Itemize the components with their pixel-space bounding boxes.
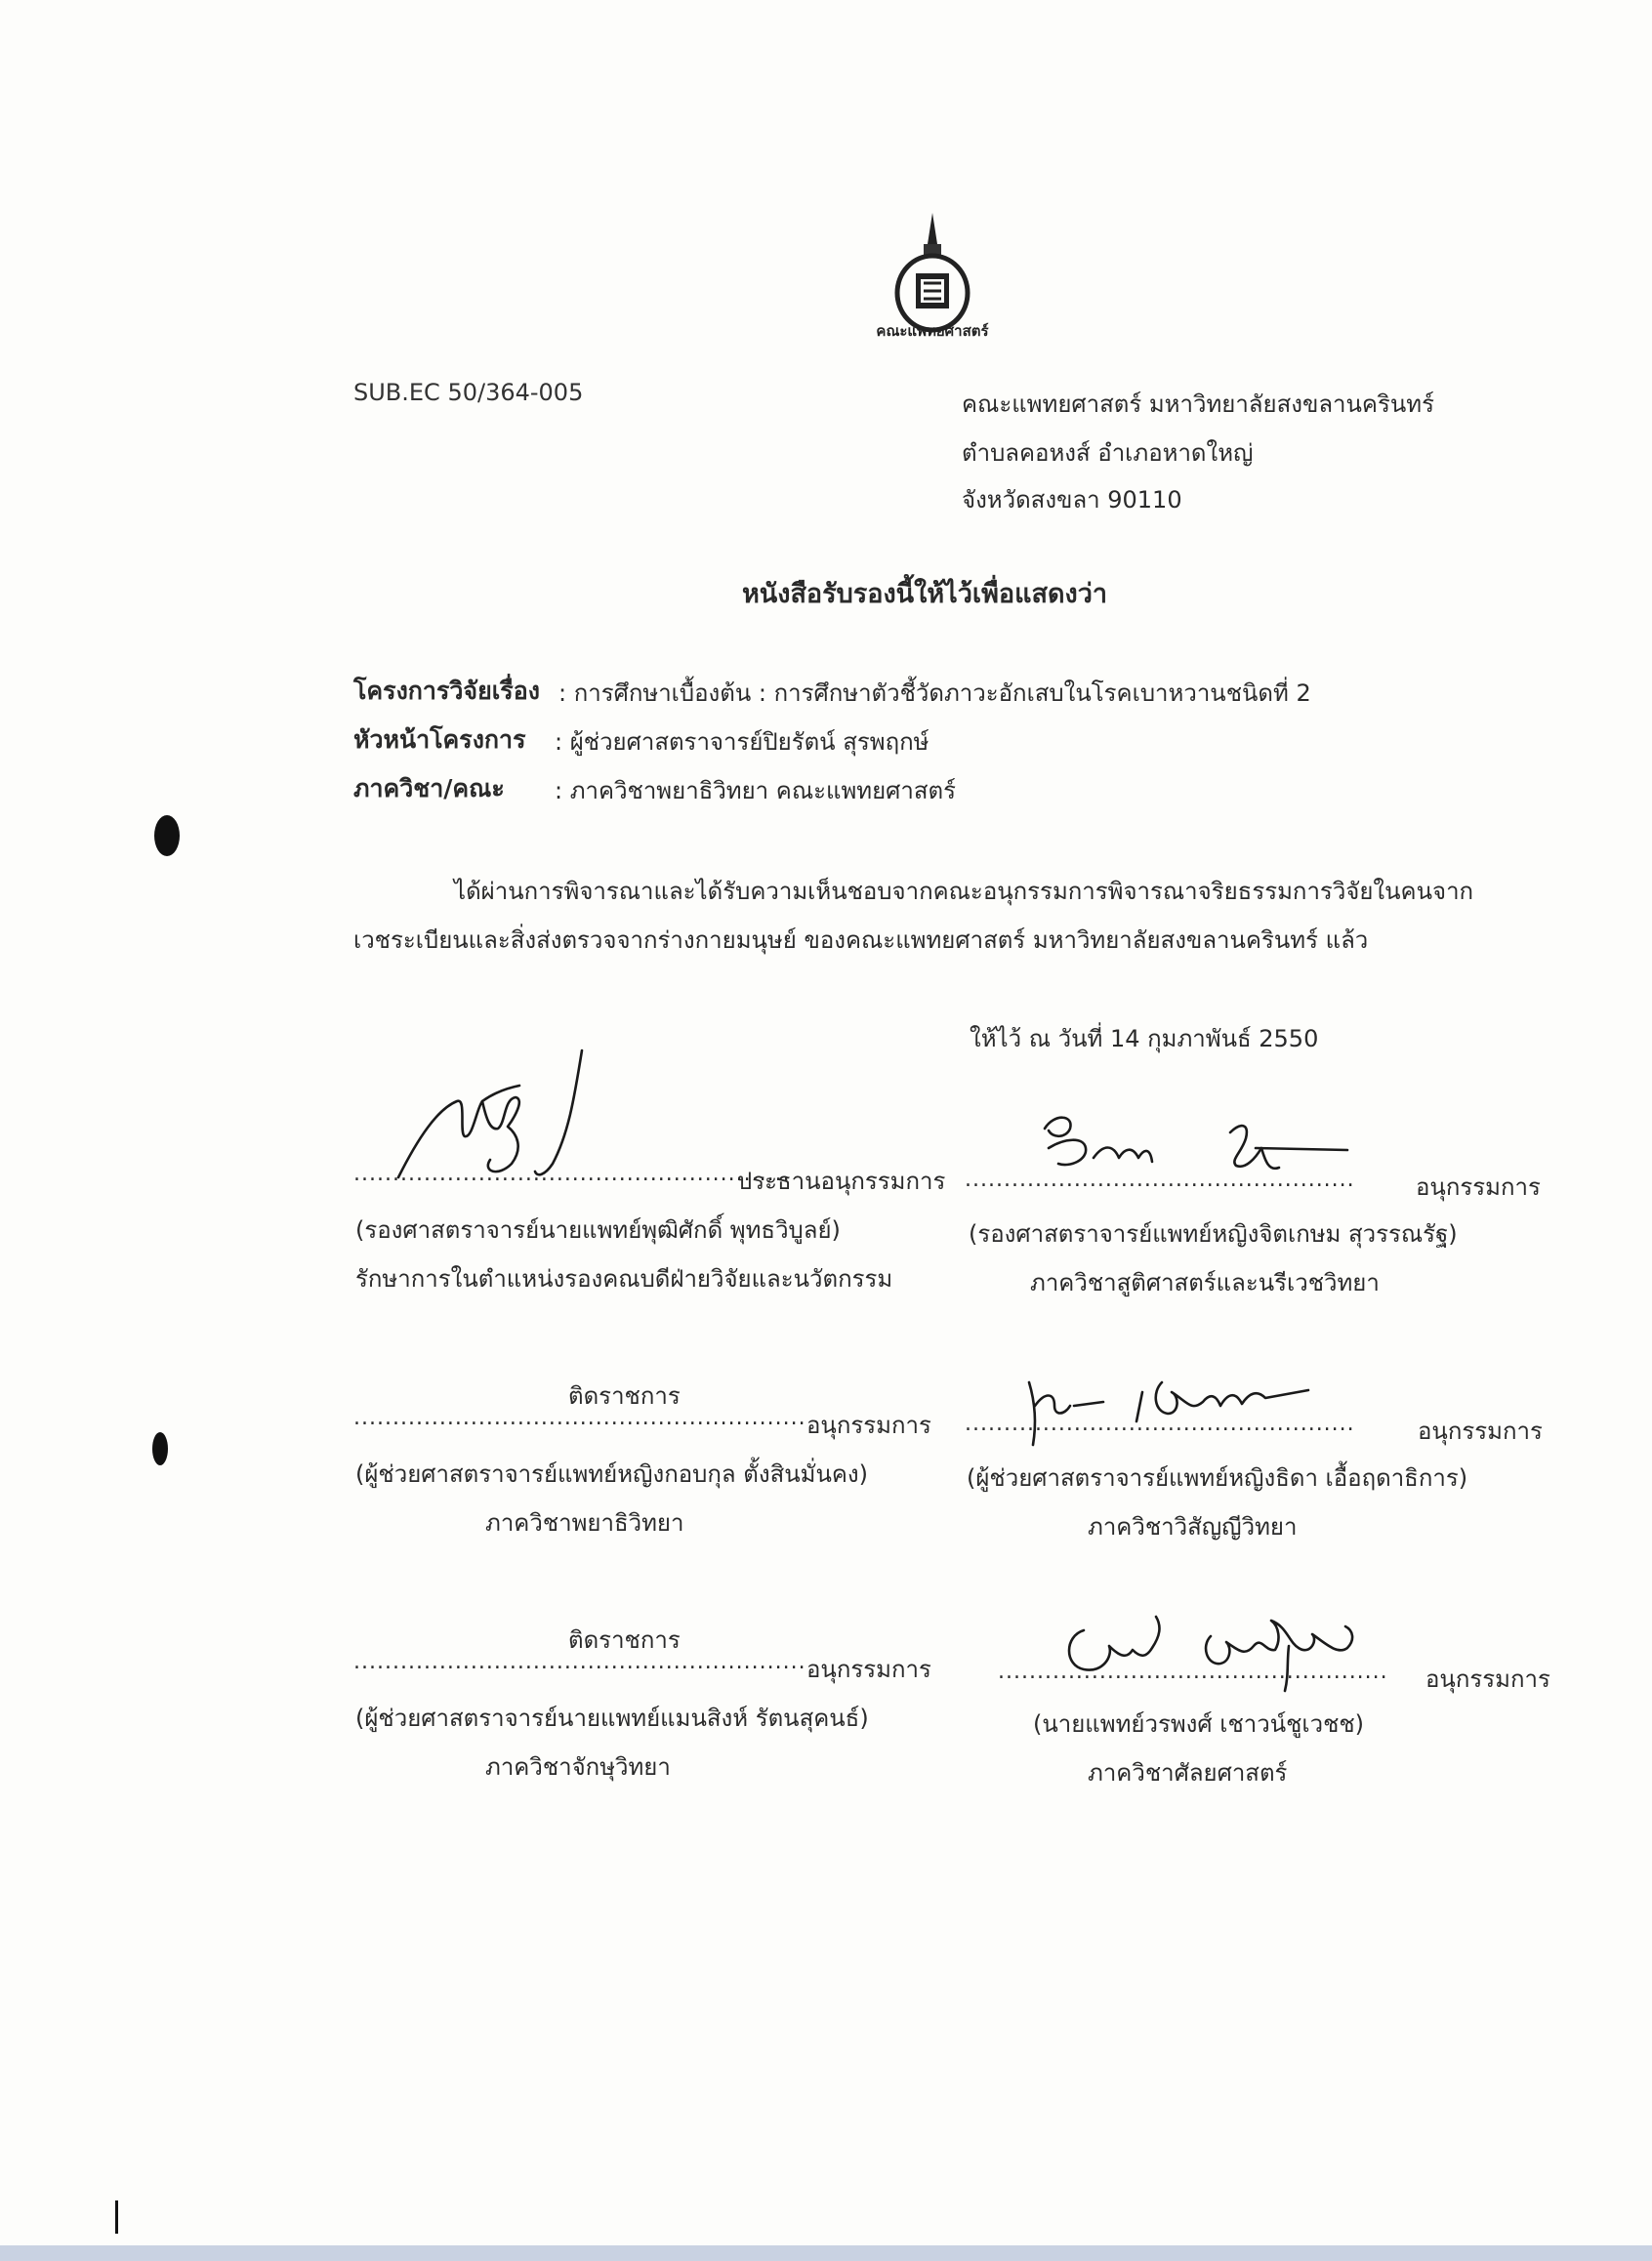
project-title-value: : การศึกษาเบื้องต้น : การศึกษาตัวชี้วัดภาวะอักเสบในโรคเบาหวานชนิดที่ 2 xyxy=(558,679,1311,707)
signatory-1-dots: ........................................................ xyxy=(353,1162,791,1186)
signatory-6-name: (นายแพทย์วรพงศ์ เชาวน์ชูเวชช) xyxy=(1033,1710,1365,1738)
signatory-3-name: (ผู้ช่วยศาสตราจารย์แพทย์หญิงกอบกุล ตั้งสินมั่นคง) xyxy=(355,1460,868,1488)
body-line-2: เวชระเบียนและสิ่งส่งตรวจจากร่างกายมนุษย์ ของคณะแพทยศาสตร์ มหาวิทยาลัยสงขลานครินทร์ แล้ว xyxy=(353,926,1369,954)
signatory-3-role: อนุกรรมการ xyxy=(806,1412,931,1439)
signatory-5-role: อนุกรรมการ xyxy=(806,1656,931,1683)
address-line-2: ตำบลคอหงส์ อำเภอหาดใหญ่ xyxy=(962,439,1254,467)
signatory-1-role: ประธานอนุกรรมการ xyxy=(737,1168,946,1195)
address-line-1: คณะแพทยศาสตร์ มหาวิทยาลัยสงขลานครินทร์ xyxy=(962,391,1434,418)
signature-committee-4 xyxy=(1015,1363,1328,1451)
signatory-2-dept: ภาควิชาสูติศาสตร์และนรีเวชวิทยา xyxy=(1030,1269,1380,1296)
signatory-3-absent-note: ติดราชการ xyxy=(568,1382,681,1410)
signatory-2-name: (รองศาสตราจารย์แพทย์หญิงจิตเกษม สุวรรณรัฐ) xyxy=(969,1220,1458,1248)
emblem-text: คณะแพทยศาสตร์ xyxy=(876,322,989,340)
signatory-4-name: (ผู้ช่วยศาสตราจารย์แพทย์หญิงธิดา เอื้อฤดาธิการ) xyxy=(967,1464,1468,1492)
body-line-1: ได้ผ่านการพิจารณาและได้รับความเห็นชอบจากคณะอนุกรรมการพิจารณาจริยธรรมการวิจัยในคนจาก xyxy=(454,878,1474,905)
project-title-label: โครงการวิจัยเรื่อง xyxy=(353,677,540,705)
certificate-title: หนังสือรับรองนี้ให้ไว้เพื่อแสดงว่า xyxy=(742,579,1108,609)
faculty-emblem xyxy=(859,205,1006,342)
address-line-3: จังหวัดสงขลา 90110 xyxy=(962,486,1182,514)
signatory-6-dept: ภาควิชาศัลยศาสตร์ xyxy=(1088,1759,1288,1787)
signatory-5-name: (ผู้ช่วยศาสตราจารย์นายแพทย์แมนสิงห์ รัตนสุคนธ์) xyxy=(355,1705,869,1732)
signatory-3-dots: .......................................................... xyxy=(353,1406,806,1430)
reference-number: SUB.EC 50/364-005 xyxy=(353,379,584,406)
margin-mark xyxy=(115,2200,118,2234)
project-lead-value: : ผู้ช่วยศาสตราจารย์ปิยรัตน์ สุรพฤกษ์ xyxy=(555,728,929,756)
project-lead-label: หัวหน้าโครงการ xyxy=(353,725,526,754)
signatory-2-dots: .................................................. xyxy=(965,1168,1355,1192)
signatory-4-dots: .................................................. xyxy=(965,1412,1355,1436)
signatory-2-role: อนุกรรมการ xyxy=(1416,1173,1541,1201)
signatory-5-dept: ภาควิชาจักษุวิทยา xyxy=(485,1753,671,1781)
project-dept-label: ภาควิชา/คณะ xyxy=(353,774,505,802)
signatory-5-absent-note: ติดราชการ xyxy=(568,1626,681,1654)
signatory-5-dots: .......................................................... xyxy=(353,1650,806,1674)
signatory-6-role: อนุกรรมการ xyxy=(1425,1665,1550,1693)
punch-hole-bottom xyxy=(152,1432,168,1465)
issue-date: ให้ไว้ ณ วันที่ 14 กุมภาพันธ์ 2550 xyxy=(970,1025,1319,1052)
punch-hole-top xyxy=(154,815,180,856)
project-dept-value: : ภาควิชาพยาธิวิทยา คณะแพทยศาสตร์ xyxy=(555,777,956,804)
signatory-3-dept: ภาควิชาพยาธิวิทยา xyxy=(485,1509,684,1537)
signatory-6-dots: .................................................. xyxy=(998,1660,1388,1684)
signatory-4-role: อนุกรรมการ xyxy=(1418,1418,1543,1445)
scan-edge xyxy=(0,2245,1652,2261)
signatory-1-name: (รองศาสตราจารย์นายแพทย์พุฒิศักดิ์ พุทธวิบูลย์) xyxy=(355,1216,841,1244)
signatory-4-dept: ภาควิชาวิสัญญีวิทยา xyxy=(1088,1513,1298,1541)
signatory-1-dept: รักษาการในตำแหน่งรองคณบดีฝ่ายวิจัยและนวัตกรรม xyxy=(355,1265,893,1293)
